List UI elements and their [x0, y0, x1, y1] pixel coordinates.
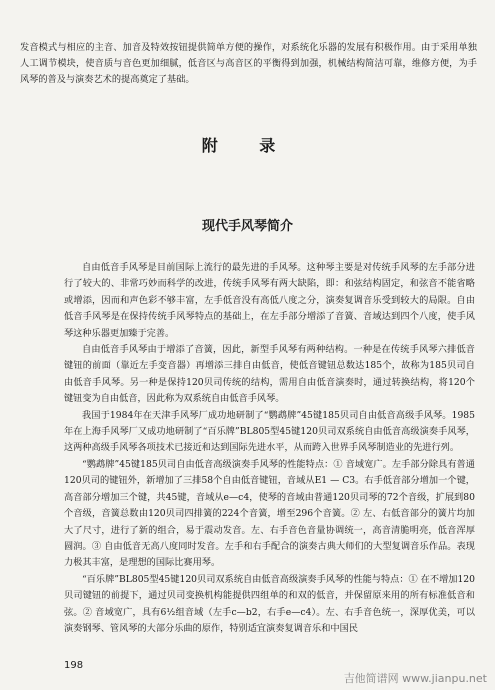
- body-text: [64, 260, 475, 637]
- paragraph-1: 自由低音手风琴是目前国际上流行的最先进的手风琴。这种琴主要是对传统手风琴的左手部分进行了较大的、非常巧妙而科学的改进，传统手风琴有两大缺陷，即：和弦结构固定，和弦音不能省略或增添，因而和声色彩不够丰富，左手低音没有高低八度之分，演奏复调音乐受到较大的局限。自由低音手风琴是在保持传统手风琴特点的基础上，在左手部分增添了音簧、音域达到四个八度，使手风琴这种乐器更加臻于完善。: [64, 262, 475, 339]
- watermark: 吉他简谱网 www.jianpu.net: [343, 672, 487, 685]
- section-title: 现代手风琴简介: [201, 219, 293, 234]
- paragraph-4: “鹦鹉牌”45键185贝司自由低音高级演奏手风琴的性能特点：① 音域宽广。左手部分除具有普通120贝司的键钮外，新增加了三排58个自由低音键钮，音域从E1 — C3。右手低音部分增加一个键，高音部分增加三个键，共45键，音域从e—c4，使琴的音域由普通120贝司琴的72个音级，扩展到80个音级，音簧总数由120贝司四排簧的224个音簧，增至296个音簧。② 左、右低音部分的簧片均加大了尺寸，进行了新的组合，易于震动发音。左、右手音色音量协调统一，高音清脆明亮，低音浑厚圆润。③ 自由低音无高八度同时发音。左手和右手配合的演奏古典大师们的大型复调音乐作品。表现力极其丰富，是理想的国际比赛用琴。: [64, 458, 475, 569]
- top-paragraph: [20, 40, 477, 88]
- top-paragraph-text: 发音模式与相应的主音、加音及特效按钮提供简单方便的操作，对系统化乐器的发展有积极作用。由于采用单独人工调节模块，使音质与音色更加细腻，低音区与高音区的平衡得到加强，机械结构简洁可靠，维修方便，为手风琴的普及与演奏艺术的提高奠定了基础。: [20, 42, 477, 85]
- paragraph-5: “百乐牌”BL805型45键120贝司双系统自由低音高级演奏手风琴的性能与特点：① 在不增加120贝司键钮的前提下，通过贝司变换机构能提供四组单的和双的低音，并保留原来用的所有标准低音和弦。② 音域宽广，具有6½组音域（左手c—b2，右手e—c4）。左、右手音色统一，深厚优美，可以演奏钢琴、管风琴的大部分乐曲的原作，特别适宜演奏复调音乐和中国民: [64, 573, 475, 634]
- paragraph-2: 自由低音手风琴由于增添了音簧，因此，新型手风琴有两种结构。一种是在传统手风琴六排低音键钮的前面（靠近左手变音器）再增添三排自由低音，使低音键钮总数达185个，故称为185贝司自由低音手风琴。另一种是保持120贝司传统的结构，需用自由低音演奏时，通过转换结构，将120个键钮变为自由低音，因此称为双系统自由低音手风琴。: [64, 344, 475, 405]
- appendix-heading: 附 录: [201, 136, 294, 155]
- page-number: 198: [64, 660, 84, 671]
- paragraph-3: 我国于1984年在天津手风琴厂成功地研制了“鹦鹉牌”45键185贝司自由低音高级手风琴。1985年在上海手风琴厂又成功地研制了“百乐牌”BL805型45键120贝司双系统自由低音高级演奏手风琴，这两种高级手风琴各项技术已接近和达到国际先进水平，从而跨入世界手风琴制造业的先进行列。: [64, 409, 475, 454]
